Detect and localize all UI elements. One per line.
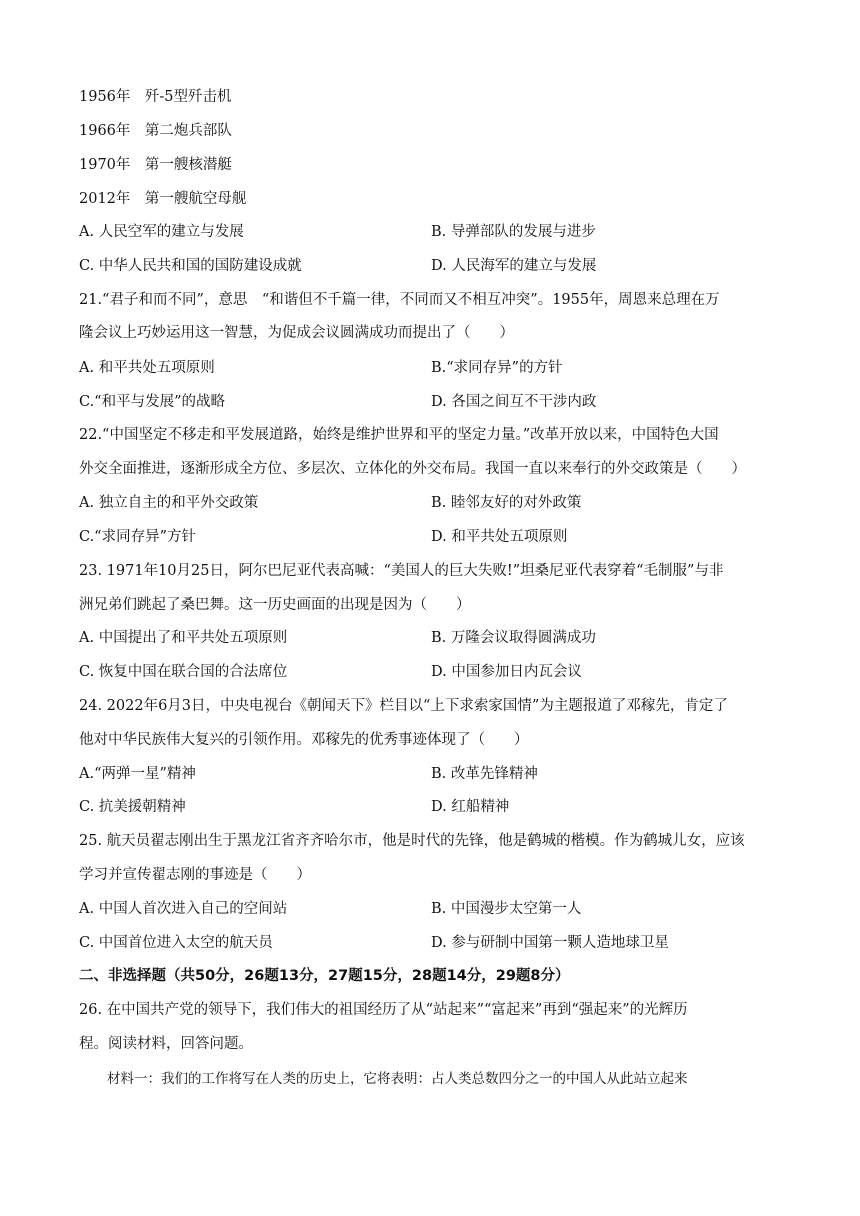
q23-option-a: A. 中国提出了和平共处五项原则 (79, 630, 288, 646)
q25-stem-line1: 25. 航天员翟志刚出生于黑龙江省齐齐哈尔市，他是时代的先锋，他是鹤城的楷模。作为鹤城儿女，应该 (79, 833, 745, 849)
q24-option-b: B. 改革先锋精神 (431, 766, 538, 782)
q20-option-b: B. 导弹部队的发展与进步 (431, 224, 596, 240)
list-item: 1970年 第一艘核潜艇 (79, 157, 232, 173)
q20-option-c: C. 中华人民共和国的国防建设成就 (79, 258, 302, 274)
list-item: 2012年 第一艘航空母舰 (79, 191, 247, 207)
q24-stem-line2: 他对中华民族伟大复兴的引领作用。邓稼先的优秀事迹体现了（ ） (79, 732, 529, 748)
q23-stem-line2: 洲兄弟们跳起了桑巴舞。这一历史画面的出现是因为（ ） (79, 597, 471, 613)
q21-stem-line1: 21.“君子和而不同”，意思 “和谐但不千篇一律，不同而又不相互冲突”。1955年，周恩来总理在万 (79, 292, 720, 308)
q25-option-d: D. 参与研制中国第一颗人造地球卫星 (431, 935, 669, 951)
q24-stem-line1: 24. 2022年6月3日，中央电视台《朝闻天下》栏目以“上下求索家国情”为主题报道了邓稼先，肯定了 (79, 698, 728, 714)
q25-option-b: B. 中国漫步太空第一人 (431, 901, 582, 917)
q21-option-c: C.“和平与发展”的战略 (79, 394, 226, 410)
q23-option-c: C. 恢复中国在联合国的合法席位 (79, 664, 288, 680)
q26-stem-line1: 26. 在中国共产党的领导下，我们伟大的祖国经历了从“站起来”“富起来”再到“强起来”的光辉历 (79, 1002, 688, 1018)
q26-stem-line2: 程。阅读材料，回答问题。 (79, 1036, 253, 1052)
q24-option-c: C. 抗美援朝精神 (79, 799, 186, 815)
q22-stem-line1: 22.“中国坚定不移走和平发展道路，始终是维护世界和平的坚定力量。”改革开放以来，中国特色大国 (79, 427, 719, 443)
q21-option-a: A. 和平共处五项原则 (79, 360, 215, 376)
q22-option-c: C.“求同存异”方针 (79, 529, 197, 545)
q24-option-d: D. 红船精神 (431, 799, 510, 815)
q22-option-a: A. 独立自主的和平外交政策 (79, 495, 259, 511)
q24-option-a: A.“两弹一星”精神 (79, 766, 196, 782)
q20-option-d: D. 人民海军的建立与发展 (431, 258, 597, 274)
q23-option-d: D. 中国参加日内瓦会议 (431, 664, 582, 680)
q21-option-b: B.“求同存异”的方针 (431, 360, 563, 376)
q20-option-a: A. 人民空军的建立与发展 (79, 224, 244, 240)
q23-stem-line1: 23. 1971年10月25日，阿尔巴尼亚代表高喊：“美国人的巨大失败!”坦桑尼亚代表穿着“毛制服”与非 (79, 563, 724, 579)
q26-material-1: 材料一：我们的工作将写在人类的历史上，它将表明：占人类总数四分之一的中国人从此站立起来 (107, 1071, 688, 1087)
section-heading: 二、非选择题（共50分，26题13分，27题15分，28题14分，29题8分） (79, 968, 570, 984)
q22-option-d: D. 和平共处五项原则 (431, 529, 568, 545)
q25-option-a: A. 中国人首次进入自己的空间站 (79, 901, 288, 917)
q22-stem-line2: 外交全面推进，逐渐形成全方位、多层次、立体化的外交布局。我国一直以来奉行的外交政策是（ ） (79, 461, 746, 477)
list-item: 1966年 第二炮兵部队 (79, 123, 232, 139)
q23-option-b: B. 万隆会议取得圆满成功 (431, 630, 596, 646)
q25-stem-line2: 学习并宣传翟志刚的事迹是（ ） (79, 867, 311, 883)
q25-option-c: C. 中国首位进入太空的航天员 (79, 935, 273, 951)
q21-option-d: D. 各国之间互不干涉内政 (431, 394, 597, 410)
list-item: 1956年 歼-5型歼击机 (79, 89, 232, 105)
q21-stem-line2: 隆会议上巧妙运用这一智慧，为促成会议圆满成功而提出了（ ） (79, 325, 514, 341)
q22-option-b: B. 睦邻友好的对外政策 (431, 495, 582, 511)
